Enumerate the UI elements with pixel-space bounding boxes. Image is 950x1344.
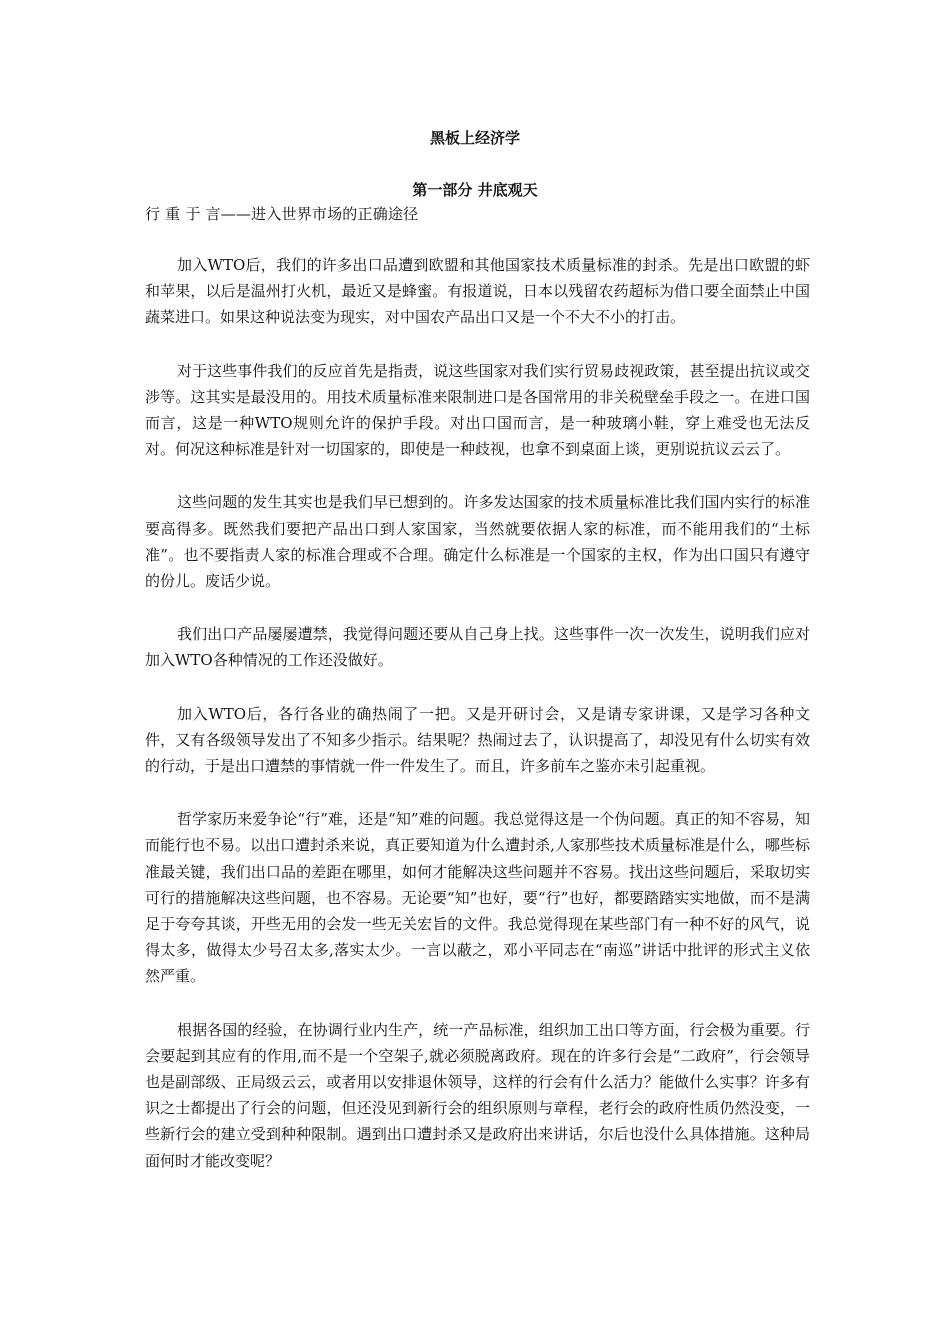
part-title: 第一部分 井底观天 [412, 181, 538, 199]
paragraph: 根据各国的经验，在协调行业内生产，统一产品标准，组织加工出口等方面，行会极为重要。行会要起到其应有的作用,而不是一个空架子,就必须脱离政府。现在的许多行会是“二政府”，行会领导也是副部级、正局级云云，或者用以安排退休领导，这样的行会有什么活力？能做什么实事？许多有识之士都提出了行会的问题，但还没见到新行会的组织原则与章程，老行会的政府性质仍然没变，一些新行会的建立受到种种限制。遇到出口遭封杀又是政府出来讲话，尔后也没什么具体措施。这种局面何时才能改变呢？ [145, 1020, 810, 1170]
document-title: 黑板上经济学 [429, 129, 520, 147]
article-body [145, 252, 810, 1201]
section-title: 行 重 于 言——进入世界市场的正确途径 [145, 205, 419, 223]
paragraph: 加入WTO后，各行各业的确热闹了一把。又是开研讨会，又是请专家讲课，又是学习各种文件，又有各级领导发出了不知多少指示。结果呢？热闹过去了，认识提高了，却没见有什么切实有效的行动，于是出口遭禁的事情就一件一件发生了。而且，许多前车之鉴亦未引起重视。 [145, 704, 810, 776]
paragraph: 哲学家历来爱争论“行”难，还是“知”难的问题。我总觉得这是一个伪问题。真正的知不容易，知而能行也不易。以出口遭封杀来说，真正要知道为什么遭封杀,人家那些技术质量标准是什么，哪些标准最关键，我们出口品的差距在哪里，如何才能解决这些问题并不容易。找出这些问题后，采取切实可行的措施解决这些问题，也不容易。无论要“知”也好，要“行”也好，都要踏踏实实地做，而不是满足于夸夸其谈，开些无用的会发一些无关宏旨的文件。我总觉得现在某些部门有一种不好的风气，说得太多，做得太少号召太多,落实太少。一言以蔽之，邓小平同志在“南巡”讲话中批评的形式主义依然严重。 [145, 810, 810, 986]
paragraph: 我们出口产品屡屡遭禁，我觉得问题还要从自己身上找。这些事件一次一次发生，说明我们应对加入WTO各种情况的工作还没做好。 [145, 625, 810, 670]
paragraph: 这些问题的发生其实也是我们早已想到的。许多发达国家的技术质量标准比我们国内实行的标准要高得多。既然我们要把产品出口到人家国家，当然就要依据人家的标准，而不能用我们的“土标准”。也不要指责人家的标准合理或不合理。确定什么标准是一个国家的主权，作为出口国只有遵守的份儿。废话少说。 [145, 493, 810, 591]
paragraph: 对于这些事件我们的反应首先是指责，说这些国家对我们实行贸易歧视政策，甚至提出抗议或交涉等。这其实是最没用的。用技术质量标准来限制进口是各国常用的非关税壁垒手段之一。在进口国而言，这是一种WTO规则允许的保护手段。对出口国而言，是一种玻璃小鞋，穿上难受也无法反对。何况这种标准是针对一切国家的，即使是一种歧视，也拿不到桌面上谈，更别说抗议云云了。 [145, 361, 810, 459]
paragraph: 加入WTO后，我们的许多出口品遭到欧盟和其他国家技术质量标准的封杀。先是出口欧盟的虾和苹果，以后是温州打火机，最近又是蜂蜜。有报道说，日本以残留农药超标为借口要全面禁止中国蔬菜进口。如果这种说法变为现实，对中国农产品出口又是一个不大不小的打击。 [145, 256, 810, 327]
